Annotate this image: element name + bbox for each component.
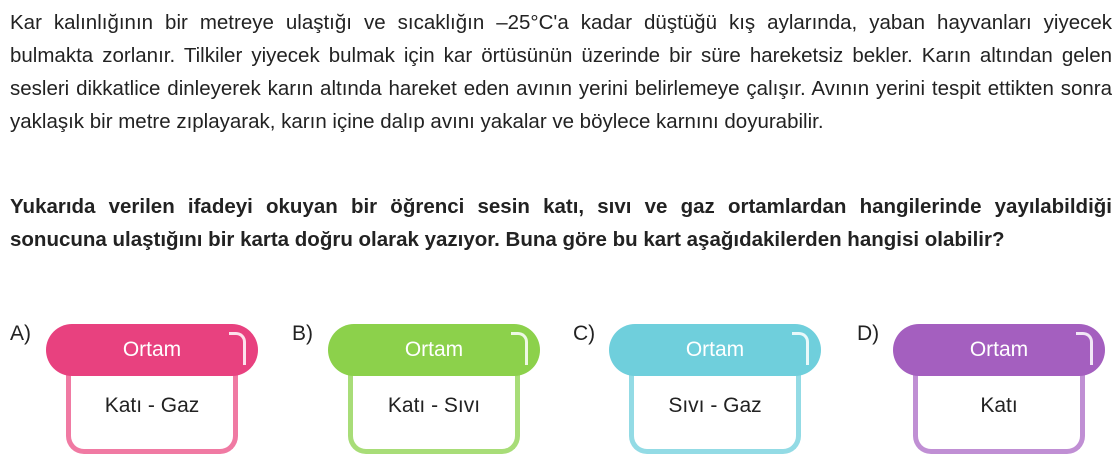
answer-card [893, 324, 1105, 458]
card-header-label: Ortam [969, 338, 1029, 361]
card-hook-decoration [511, 332, 528, 365]
card-value: Katı - Gaz [104, 394, 200, 417]
card-header-label: Ortam [685, 338, 745, 361]
passage-text: Kar kalınlığının bir metreye ulaştığı ve sıcaklığın –25°C'a kadar düştüğü kış aylarında, yaban hayvanları yiyecek bulmakta zorlanır. Tilkiler yiyecek bulmak için kar örtüsünün üzerinde bir süre hareketsiz bekler. Karın altından gelen sesleri dikkatlice dinleyerek karın altında hareket eden avının yerini belirlemeye çalışır. Avının yerini tespit ettikten sonra yaklaşık bir metre zıplayarak, karın içine dalıp avını yakalar ve böylece karnını doyurabilir. [10, 11, 1112, 133]
option-b[interactable] [292, 322, 552, 467]
answer-card [328, 324, 540, 458]
option-d[interactable] [857, 322, 1117, 467]
card-value: Katı [980, 394, 1018, 417]
option-letter: D) [857, 322, 880, 345]
option-c[interactable] [573, 322, 833, 467]
answer-card [46, 324, 258, 458]
option-a[interactable] [10, 322, 270, 467]
card-hook-decoration [229, 332, 246, 365]
card-value: Katı - Sıvı [387, 394, 481, 417]
card-header-label: Ortam [122, 338, 182, 361]
card-value: Sıvı - Gaz [668, 394, 762, 417]
option-letter: C) [573, 322, 596, 345]
option-letter: A) [10, 322, 31, 345]
card-hook-decoration [1076, 332, 1093, 365]
question-text: Yukarıda verilen ifadeyi okuyan bir öğrenci sesin katı, sıvı ve gaz ortamlardan hangilerinde yayılabildiği sonucuna ulaştığını bir karta doğru olarak yazıyor. Buna göre bu kart aşağıdakilerden hangisi olabilir? [10, 195, 1112, 251]
card-header [328, 324, 540, 376]
card-header [893, 324, 1105, 376]
answer-card [609, 324, 821, 458]
card-header-label: Ortam [404, 338, 464, 361]
card-header [46, 324, 258, 376]
card-hook-decoration [792, 332, 809, 365]
card-header [609, 324, 821, 376]
option-letter: B) [292, 322, 313, 345]
